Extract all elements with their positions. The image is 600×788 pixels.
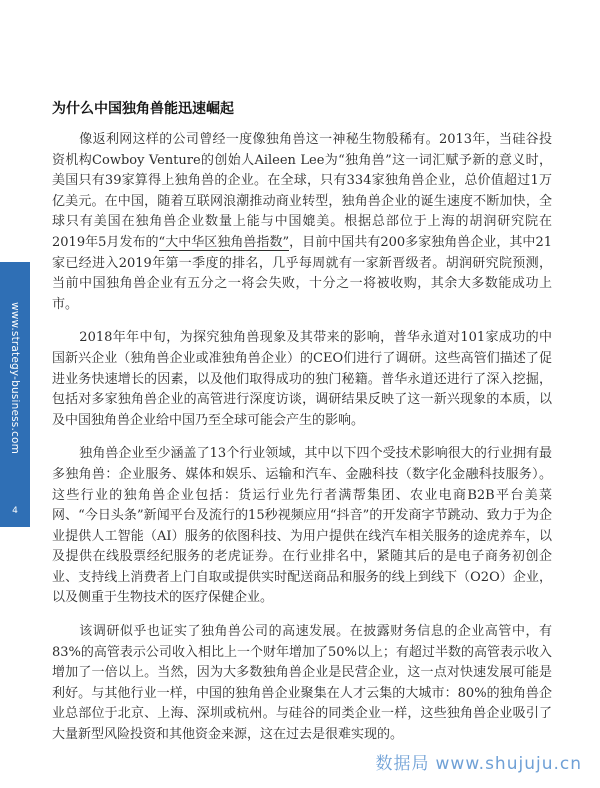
sidebar-url[interactable]: www.strategy-business.com: [9, 301, 21, 455]
paragraph-2: 2018年年中旬，为探究独角兽现象及其带来的影响，普华永道对101家成功的中国新兴企业（独角兽企业或准独角兽企业）的CEO们进行了调研。这些高管们描述了促进业务快速增长的因素，以及他们取得成功的独门秘籍。普华永道还进行了深入挖掘，包括对多家独角兽企业的高管进行深度访谈，调研结果反映了这一新兴现象的本质，以及中国独角兽企业给中国乃至全球可能会产生的影响。: [52, 330, 552, 428]
article-body: [52, 100, 552, 759]
paragraph-3: 独角兽企业至少涵盖了13个行业领域，其中以下四个受技术影响很大的行业拥有最多独角兽：企业服务、媒体和娱乐、运输和汽车、金融科技（数字化金融科技服务）。这些行业的独角兽企业包括：货运行业先行者满帮集团、农业电商B2B平台美菜网、“今日头条”新闻平台及流行的15秒视频应用“抖音”的开发商字节跳动、致力于为企业提供人工智能（AI）服务的依图科技、为用户提供在线汽车相关服务的途虎养车，以及提供在线股票经纪服务的老虎证券。在行业排名中，紧随其后的是电子商务初创企业、支持线上消费者上门自取或提供实时配送商品和服务的线上到线下（O2O）企业，以及侧重于生物技术的医疗保健企业。: [52, 446, 552, 606]
report-link[interactable]: “大中华区独角兽指数”: [158, 234, 290, 250]
page-number: 4: [12, 506, 18, 516]
paragraph-4: 该调研似乎也证实了独角兽公司的高速发展。在披露财务信息的企业高管中，有83%的高管表示公司收入相比上一个财年增加了50%以上；有超过半数的高管表示收入增加了一倍以上。当然，因为大多数独角兽企业是民营企业，这一点对快速发展可能是利好。与其他行业一样，中国的独角兽企业聚集在人才云集的大城市：80%的独角兽企业总部位于北京、上海、深圳或杭州。与硅谷的同类企业一样，这些独角兽企业吸引了大量新型风险投资和其他资金来源，这在过去是很难实现的。: [52, 624, 552, 743]
watermark: [376, 749, 582, 774]
section-heading: 为什么中国独角兽能迅速崛起: [52, 101, 234, 117]
paragraph-1-part-a: 像返利网这样的公司曾经一度像独角兽这一神秘生物般稀有。2013年，当硅谷投资机构Cowboy Venture的创始人Aileen Lee为“独角兽”这一词汇赋予新的意义时，美国只有39家算得上独角兽的企业。在全球，只有334家独角兽企业，总价值超过1万亿美元。在中国，随着互联网浪潮推动商业转型，独角兽企业的诞生速度不断加快，全球只有美国在独角兽企业数量上能与中国媲美。根据总部位于上海的胡润研究院在2019年5月发布的: [52, 132, 552, 250]
paragraph-1: [52, 130, 552, 315]
watermark-brand: 数据局: [375, 754, 430, 774]
paragraph-1-part-b: ，目前中国共有200多家独角兽企业，其中21家已经进入2019年第一季度的排名，几乎每周就有一家新晋级者。胡润研究院预测，当前中国独角兽企业有五分之一将会失败，十分之一将被收购，其余大多数能成功上市。: [52, 234, 552, 312]
watermark-url: www.shujuju.cn: [435, 754, 582, 774]
